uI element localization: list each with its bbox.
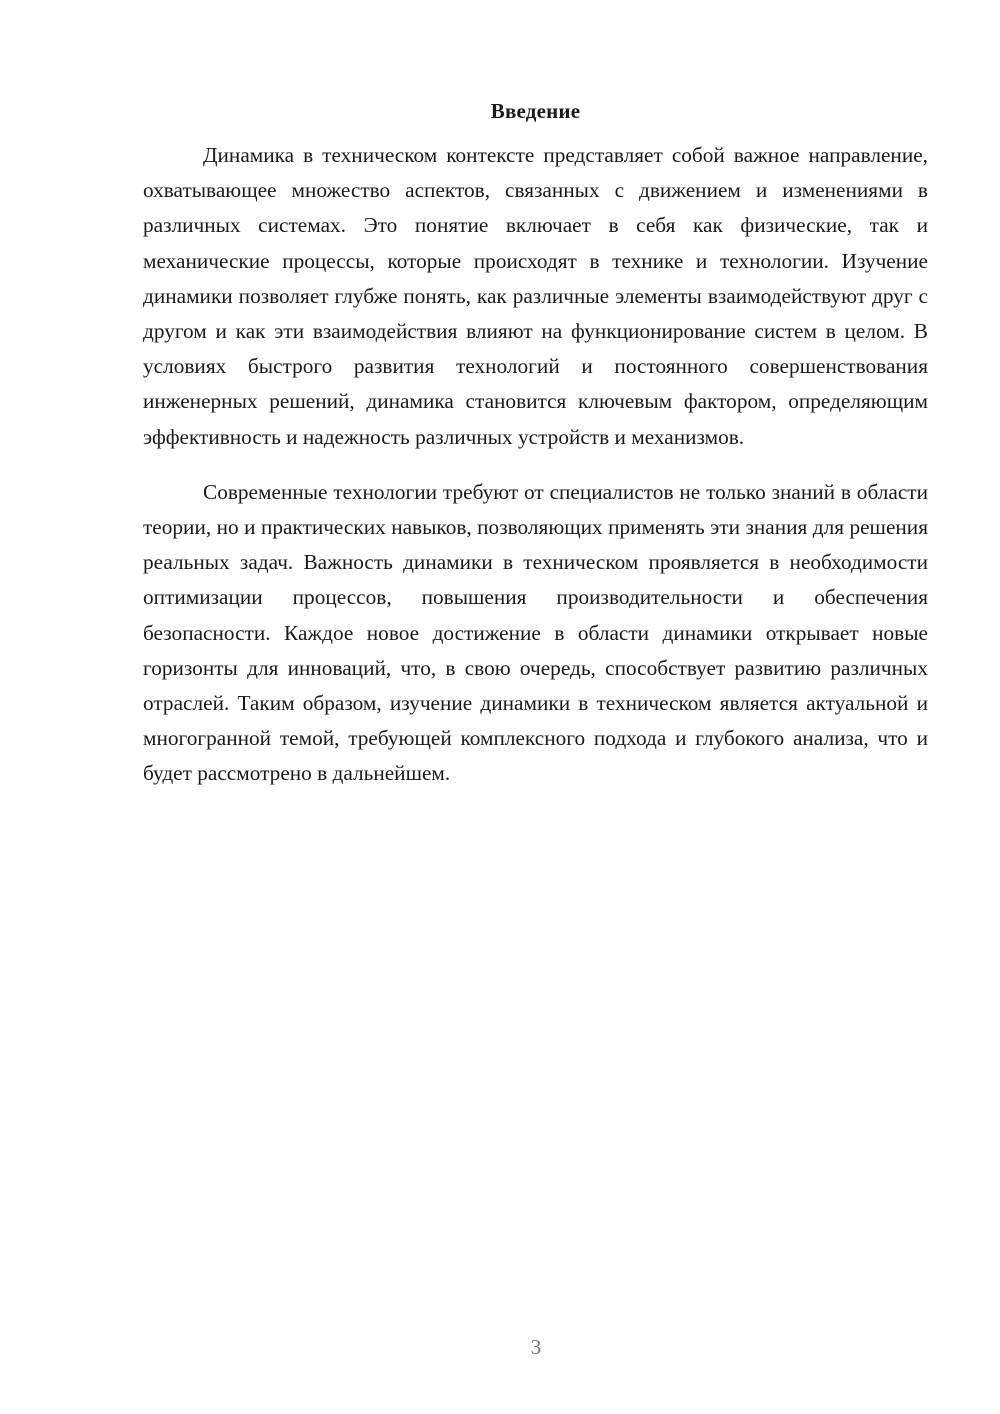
page-content [143, 96, 928, 792]
page-number: 3 [530, 1335, 542, 1359]
paragraph-1: Динамика в техническом контексте представляет собой важное направление, охватывающее множество аспектов, связанных с движением и изменениями в различных системах. Это понятие включает в себя как физические, так и механические процессы, которые происходят в технике и технологии. Изучение динамики позволяет глубже понять, как различные элементы взаимодействуют друг с другом и как эти взаимодействия влияют на функционирование систем в целом. В условиях быстрого развития технологий и постоянного совершенствования инженерных решений, динамика становится ключевым фактором, определяющим эффективность и надежность различных устройств и механизмов. [143, 143, 928, 449]
section-title: Введение [490, 99, 581, 123]
paragraph-2: Современные технологии требуют от специалистов не только знаний в области теории, но и практических навыков, позволяющих применять эти знания для решения реальных задач. Важность динамики в техническом проявляется в необходимости оптимизации процессов, повышения производительности и обеспечения безопасности. Каждое новое достижение в области динамики открывает новые горизонты для инноваций, что, в свою очередь, способствует развитию различных отраслей. Таким образом, изучение динамики в техническом является актуальной и многогранной темой, требующей комплексного подхода и глубокого анализа, что и будет рассмотрено в дальнейшем. [143, 479, 928, 786]
